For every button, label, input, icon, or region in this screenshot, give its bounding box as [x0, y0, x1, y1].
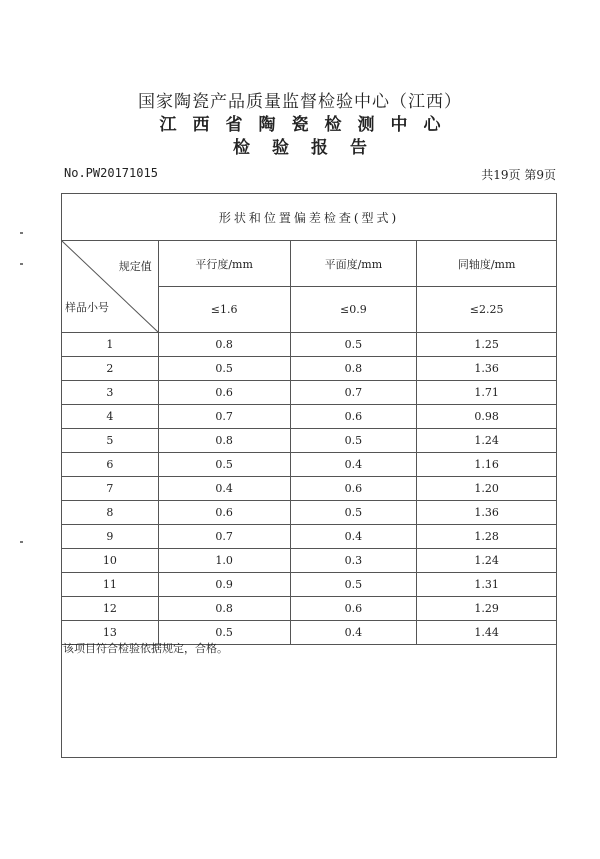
sample-number-cell: 3	[62, 381, 159, 405]
measurement-cell: 1.20	[417, 477, 557, 501]
corner-cell	[62, 241, 159, 333]
measurement-cell: 0.6	[158, 381, 290, 405]
center-name: 江西省陶瓷检测中心	[159, 115, 457, 135]
table-row	[62, 573, 557, 597]
measurement-cell: 0.5	[290, 429, 417, 453]
table-row	[62, 477, 557, 501]
section-title: 形状和位置偏差检查(型式)	[62, 194, 557, 241]
sample-number-cell: 1	[62, 333, 159, 357]
measurement-cell: 0.4	[158, 477, 290, 501]
inspection-table	[61, 193, 557, 645]
sample-number-cell: 7	[62, 477, 159, 501]
measurement-cell: 0.4	[290, 525, 417, 549]
table-row	[62, 357, 557, 381]
column-header: 平面度/mm	[290, 241, 417, 287]
measurement-cell: 0.6	[290, 597, 417, 621]
scan-mark	[20, 541, 23, 543]
measurement-cell: 1.24	[417, 429, 557, 453]
measurement-cell: 1.31	[417, 573, 557, 597]
measurement-cell: 0.7	[158, 525, 290, 549]
scan-mark	[20, 232, 23, 234]
measurement-cell: 0.6	[290, 405, 417, 429]
measurement-cell: 1.36	[417, 501, 557, 525]
measurement-cell: 0.5	[158, 453, 290, 477]
column-header: 同轴度/mm	[417, 241, 557, 287]
measurement-cell: 0.4	[290, 453, 417, 477]
sample-number-cell: 11	[62, 573, 159, 597]
measurement-cell: 1.16	[417, 453, 557, 477]
measurement-cell: 0.8	[158, 597, 290, 621]
sample-number-cell: 6	[62, 453, 159, 477]
measurement-cell: 1.25	[417, 333, 557, 357]
measurement-cell: 0.8	[290, 357, 417, 381]
table-row	[62, 381, 557, 405]
table-row	[62, 333, 557, 357]
measurement-cell: 0.5	[290, 501, 417, 525]
measurement-cell: 0.9	[158, 573, 290, 597]
corner-spec-label: 规定值	[118, 260, 152, 273]
measurement-cell: 1.24	[417, 549, 557, 573]
diagonal-line	[62, 241, 159, 333]
measurement-cell: 0.5	[158, 357, 290, 381]
table-row	[62, 405, 557, 429]
sample-number-cell: 13	[62, 621, 159, 645]
page-indicator: 共19页 第9页	[481, 168, 556, 182]
measurement-cell: 0.3	[290, 549, 417, 573]
measurement-cell: 0.5	[290, 573, 417, 597]
corner-sample-label: 样品小号	[65, 301, 109, 314]
measurement-cell: 1.29	[417, 597, 557, 621]
measurement-cell: 0.98	[417, 405, 557, 429]
sample-number-cell: 9	[62, 525, 159, 549]
measurement-cell: 0.4	[290, 621, 417, 645]
table-row	[62, 501, 557, 525]
table-row	[62, 549, 557, 573]
measurement-cell: 0.6	[290, 477, 417, 501]
table-row	[62, 429, 557, 453]
institution-name: 国家陶瓷产品质量监督检验中心（江西）	[138, 92, 462, 112]
measurement-cell: 0.6	[158, 501, 290, 525]
table-row	[62, 453, 557, 477]
report-number: No.PW20171015	[64, 166, 158, 180]
column-header: 平行度/mm	[158, 241, 290, 287]
limit-value: ≤0.9	[290, 287, 417, 333]
sample-number-cell: 4	[62, 405, 159, 429]
sample-number-cell: 8	[62, 501, 159, 525]
table-row	[62, 597, 557, 621]
report-title: 检验报告	[233, 138, 389, 158]
sample-number-cell: 12	[62, 597, 159, 621]
measurement-cell: 1.0	[158, 549, 290, 573]
measurement-cell: 0.7	[290, 381, 417, 405]
limit-value: ≤1.6	[158, 287, 290, 333]
sample-number-cell: 10	[62, 549, 159, 573]
measurement-cell: 0.5	[290, 333, 417, 357]
measurement-cell: 0.7	[158, 405, 290, 429]
conclusion-text: 该项目符合检验依据规定，合格。	[63, 642, 228, 655]
sample-number-cell: 2	[62, 357, 159, 381]
measurement-cell: 0.5	[158, 621, 290, 645]
measurement-cell: 0.8	[158, 429, 290, 453]
table-row	[62, 525, 557, 549]
measurement-cell: 1.71	[417, 381, 557, 405]
scan-mark	[20, 263, 23, 265]
measurement-cell: 0.8	[158, 333, 290, 357]
limit-value: ≤2.25	[417, 287, 557, 333]
measurement-cell: 1.36	[417, 357, 557, 381]
sample-number-cell: 5	[62, 429, 159, 453]
measurement-cell: 1.44	[417, 621, 557, 645]
measurement-cell: 1.28	[417, 525, 557, 549]
